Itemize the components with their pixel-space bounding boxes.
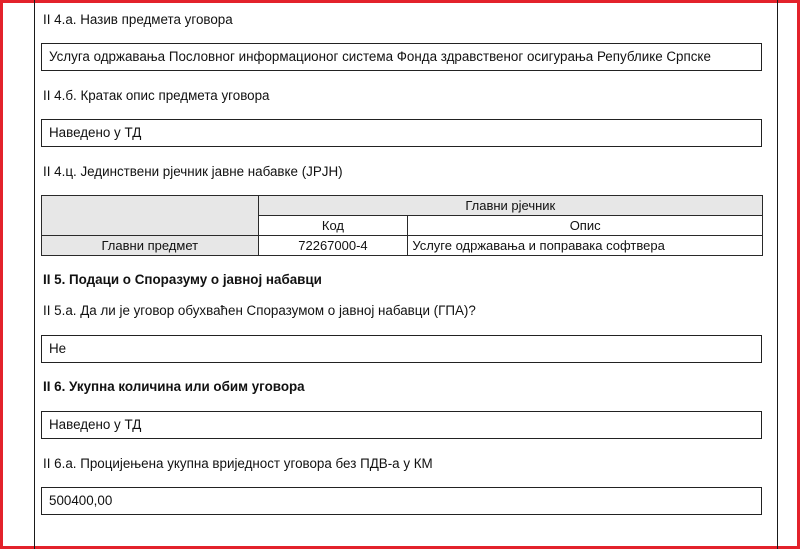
- quantity-field: Наведено у ТД: [41, 411, 762, 439]
- code-column-header: Код: [258, 216, 408, 236]
- table-row: [42, 236, 763, 256]
- code-cell: 72267000-4: [258, 236, 408, 256]
- section-6-heading: II 6. Укупна количина или обим уговора: [43, 379, 305, 394]
- short-description-field: Наведено у ТД: [41, 119, 762, 147]
- section-4c-label: II 4.ц. Јединствени рјечник јавне набавке (ЈРЈН): [43, 164, 343, 179]
- vocabulary-table: [41, 195, 763, 256]
- section-4a-label: II 4.а. Назив предмета уговора: [43, 12, 233, 27]
- description-cell: Услуге одржавања и поправака софтвера: [408, 236, 763, 256]
- section-6a-label: II 6.а. Процијењена укупна вриједност уговора без ПДВ-а у КМ: [43, 456, 433, 471]
- description-column-header: Опис: [408, 216, 763, 236]
- subject-name-field: Услуга одржавања Пословног информационог система Фонда здравственог осигурања Републике Српске: [41, 43, 762, 71]
- section-4b-label: II 4.б. Кратак опис предмета уговора: [43, 88, 270, 103]
- main-vocabulary-header: Главни рјечник: [258, 196, 762, 216]
- section-5-heading: II 5. Подаци о Споразуму о јавној набавци: [43, 272, 322, 287]
- row-label-cell: Главни предмет: [42, 236, 259, 256]
- table-header-row: [42, 196, 763, 216]
- gpa-answer-field: Не: [41, 335, 762, 363]
- table-corner-cell: [42, 196, 259, 236]
- section-5a-label: II 5.а. Да ли је уговор обухваћен Споразумом о јавној набавци (ГПА)?: [43, 303, 476, 318]
- estimated-value-field: 500400,00: [41, 487, 762, 515]
